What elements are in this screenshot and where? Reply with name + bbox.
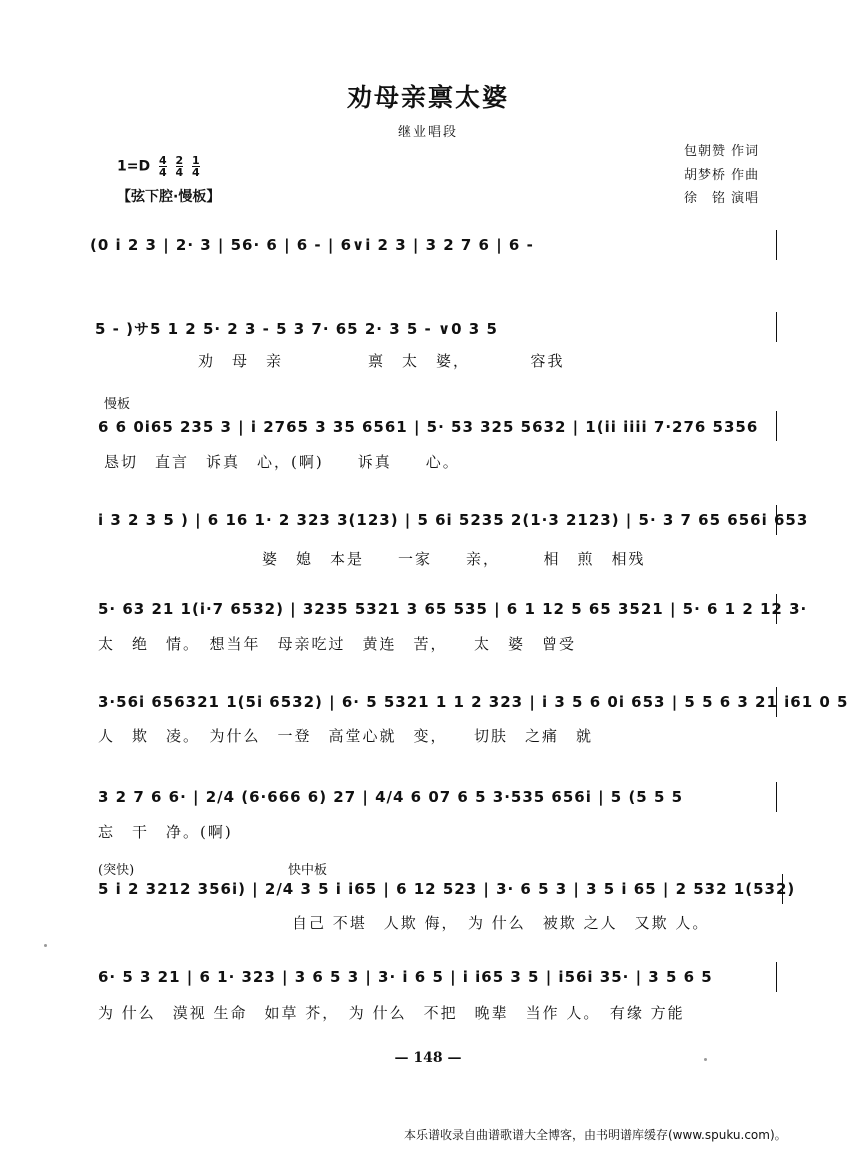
score-system-2-lyrics: 劝 母 亲 禀 太 婆， 容我 (198, 352, 565, 370)
barline (776, 505, 777, 535)
score-system-7-notes: 3 2 7 6 6· | 2/4 (6·666 6) 27 | 4/4 6 07 6 5 3·535 656i | 5 (5 5 5 (98, 788, 684, 806)
score-system-8-notes: 5 i 2 3212 356i) | 2/4 3 5 i i65 | 6 12 523 | 3· 6 5 3 | 3 5 i 65 | 2 532 1(532) (98, 880, 796, 898)
meter-2: $\frac{2}{4}$ (175, 154, 184, 179)
scan-speck (704, 1058, 707, 1061)
score-system-8-lyrics: 自己 不堪 人欺 侮， 为 什么 被欺 之人 又欺 人。 (292, 914, 710, 932)
source-footer: 本乐谱收录自曲谱歌谱大全博客，由书明谱库缓存(www.spuku.com)。 (404, 1128, 787, 1142)
meter-1: $\frac{4}{4}$ (158, 154, 167, 179)
credit-singer: 徐 铭 演唱 (684, 191, 760, 206)
score-system-4-lyrics: 婆 媳 本是 一家 亲， 相 煎 相残 (262, 550, 646, 568)
song-title: 劝母亲禀太婆 (346, 83, 509, 112)
barline (776, 594, 777, 624)
song-subtitle: 继业唱段 (397, 125, 458, 140)
meter-3: $\frac{1}{4}$ (192, 154, 200, 179)
score-system-8-tempo: 快中板 (288, 863, 328, 878)
score-system-9-lyrics: 为 什么 漠视 生命 如草 芥， 为 什么 不把 晚辈 当作 人。 有缘 方能 (98, 1004, 685, 1022)
score-system-8-mark: (突快) (98, 863, 135, 878)
score-system-1-notes: (0 i 2 3 | 2· 3 | 56· 6 | 6 - | 6∨i 2 3 | 3 2 7 6 | 6 - (90, 236, 534, 254)
score-system-2-notes: 5 - )サ5 1 2 5· 2 3 - 5 3 7· 65 2· 3 5 - ∨0 3 5 (95, 320, 498, 338)
scan-speck (44, 944, 47, 947)
barline (776, 687, 777, 717)
key-label: 1=D (117, 158, 151, 175)
barline (776, 312, 777, 342)
barline (776, 962, 777, 992)
barline (776, 230, 777, 260)
barline (776, 782, 777, 812)
barline (776, 411, 777, 441)
score-system-9-notes: 6· 5 3 21 | 6 1· 323 | 3 6 5 3 | 3· i 6 5 | i i65 3 5 | i56i 35· | 3 5 6 5 (98, 968, 713, 986)
page-number: — 148 — (394, 1050, 462, 1066)
score-system-6-lyrics: 人 欺 凌。 为什么 一登 高堂心就 变， 切肤 之痛 就 (98, 727, 594, 745)
score-system-4-notes: i 3 2 3 5 ) | 6 16 1· 2 323 3(123) | 5 6i 5235 2(1·3 2123) | 5· 3 7 65 656i 653 (98, 511, 809, 529)
score-system-3-notes: 6 6 0i65 235 3 | i 2765 3 35 6561 | 5· 53 325 5632 | 1(ii iiii 7·276 5356 (98, 418, 759, 436)
score-system-3-lyrics: 恳切 直言 诉真 心，(啊) 诉真 心。 (104, 453, 460, 471)
score-system-5-lyrics: 太 绝 情。 想当年 母亲吃过 黄连 苦， 太 婆 曾受 (98, 635, 577, 653)
tempo-marking: 【弦下腔·慢板】 (117, 189, 221, 205)
score-system-3-mark: 慢板 (104, 397, 131, 412)
credit-lyricist: 包朝赞 作词 (684, 144, 760, 159)
credit-composer: 胡梦桥 作曲 (684, 168, 760, 183)
key-signature (117, 155, 200, 178)
score-system-5-notes: 5· 63 21 1(i·7 6532) | 3235 5321 3 65 535 | 6 1 12 5 65 3521 | 5· 6 1 2 12 3· (98, 600, 808, 618)
score-system-7-lyrics: 忘 干 净。(啊) (98, 823, 233, 841)
barline (782, 874, 783, 904)
score-system-6-notes: 3·56i 656321 1(5i 6532) | 6· 5 5321 1 1 2 323 | i 3 5 6 0i 653 | 5 5 6 3 21 i61 0 5 (98, 693, 849, 711)
